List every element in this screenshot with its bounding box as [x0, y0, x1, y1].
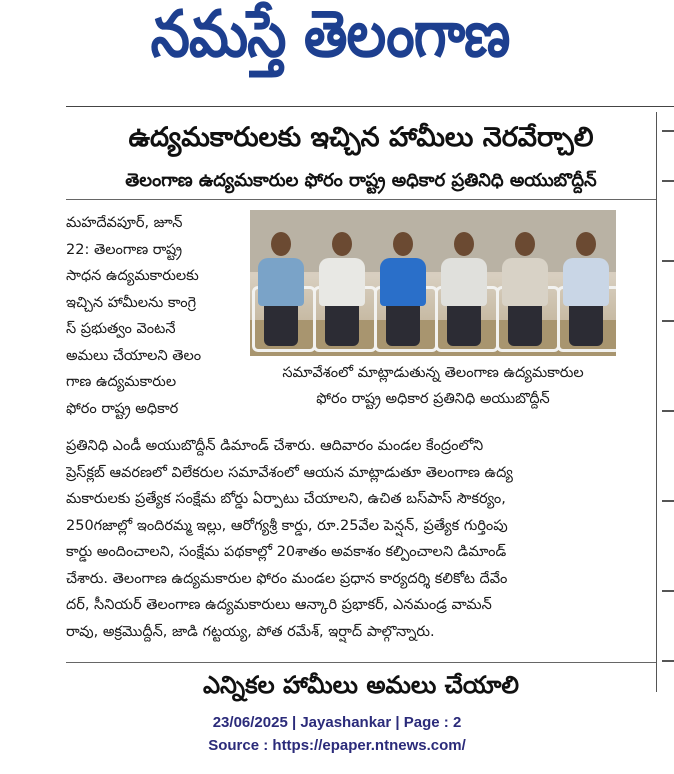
- headline-divider: [66, 199, 656, 200]
- seated-person: [441, 232, 487, 346]
- photo-caption: [250, 360, 616, 412]
- page-footer: [0, 708, 674, 774]
- seated-person: [258, 232, 304, 346]
- body-text-line: గాణ ఉద్యమకారుల: [66, 374, 177, 390]
- body-text-line: ప్రతినిధి ఎండీ అయుబొద్దీన్ డిమాండ్ చేశారు. ఆదివారం మండల కేంద్రంలోని: [66, 438, 484, 454]
- body-text-line: స్ ప్రభుత్వం వెంటనే: [66, 321, 176, 337]
- article-body-wide: [66, 433, 650, 645]
- seated-person: [563, 232, 609, 346]
- body-text-line: ఫోరం రాష్ట్ర అధికార: [66, 400, 179, 417]
- masthead-logo: నమస్తే తెలంగాణ: [150, 0, 510, 72]
- article-body-narrow: [66, 210, 242, 422]
- body-text-line: ఇచ్చిన హామీలను కాంగ్రె: [66, 294, 197, 311]
- body-text-line: ప్రెస్‌క్లబ్ ఆవరణలో విలేకరుల సమావేశంలో ఆయన మాట్లాడుతూ తెలంగాణ ఉద్య: [66, 464, 513, 481]
- masthead-divider: [66, 106, 674, 107]
- column-divider: [656, 112, 657, 692]
- footer-date-page: 23/06/2025 | Jayashankar | Page : 2: [212, 714, 462, 731]
- body-text-line: మహదేవపూర్, జూన్: [66, 215, 183, 231]
- body-text-line: అమలు చేయాలని తెలం: [66, 347, 202, 364]
- photo-wall: [250, 210, 616, 272]
- caption-line: ఫోరం రాష్ట్ర అధికార ప్రతినిధి అయుబొద్దీన్: [316, 391, 550, 407]
- seated-person: [319, 232, 365, 346]
- adjacent-column-fragment: [660, 120, 674, 680]
- body-text-line: మకారులకు ప్రత్యేక సంక్షేమ బోర్డు ఏర్పాటు చేయాలని, ఉచిత బస్‌పాస్ సౌకర్యం,: [66, 491, 506, 507]
- news-photo: [250, 210, 616, 356]
- next-article-headline: ఎన్నికల హామీలు అమలు చేయాలి: [202, 671, 520, 699]
- article-end-divider: [66, 662, 656, 663]
- article-subheadline: తెలంగాణ ఉద్యమకారుల ఫోరం రాష్ట్ర అధికార ప్రతినిధి అయుబొద్దీన్: [125, 170, 597, 191]
- seated-person: [380, 232, 426, 346]
- seated-person: [502, 232, 548, 346]
- body-text-line: 22: తెలంగాణ రాష్ట్ర: [66, 241, 183, 258]
- body-text-line: సాధన ఉద్యమకారులకు: [66, 268, 199, 284]
- body-text-line: 250గజాల్లో ఇందిరమ్మ ఇల్లు, ఆరోగ్యశ్రీ కార్డు, రూ.25వేల పెన్షన్, ప్రత్యేక గుర్తింపు: [66, 517, 508, 534]
- caption-line: సమావేశంలో మాట్లాడుతున్న తెలంగాణ ఉద్యమకారుల: [282, 365, 584, 381]
- body-text-line: చేశారు. తెలంగాణ ఉద్యమకారుల ఫోరం మండల ప్రధాన కార్యదర్శి కలికోట దేవేం: [66, 570, 508, 587]
- body-text-line: రావు, అక్రమొద్దీన్, జాడి గట్టయ్య, పోత రమేశ్, ఇర్షాద్ పాల్గొన్నారు.: [66, 623, 435, 640]
- body-text-line: కార్డు అందించాలని, సంక్షేమ పథకాల్లో 20శాతం అవకాశం కల్పించాలని డిమాండ్: [66, 544, 507, 560]
- article-headline: ఉద్యమకారులకు ఇచ్చిన హామీలు నెరవేర్చాలి: [128, 122, 594, 153]
- footer-source-link[interactable]: Source : https://epaper.ntnews.com/: [208, 737, 466, 754]
- body-text-line: దర్, సీనియర్ తెలంగాణ ఉద్యమకారులు ఆన్కారి ప్రభాకర్, ఎనమండ్ర వామన్: [66, 597, 492, 613]
